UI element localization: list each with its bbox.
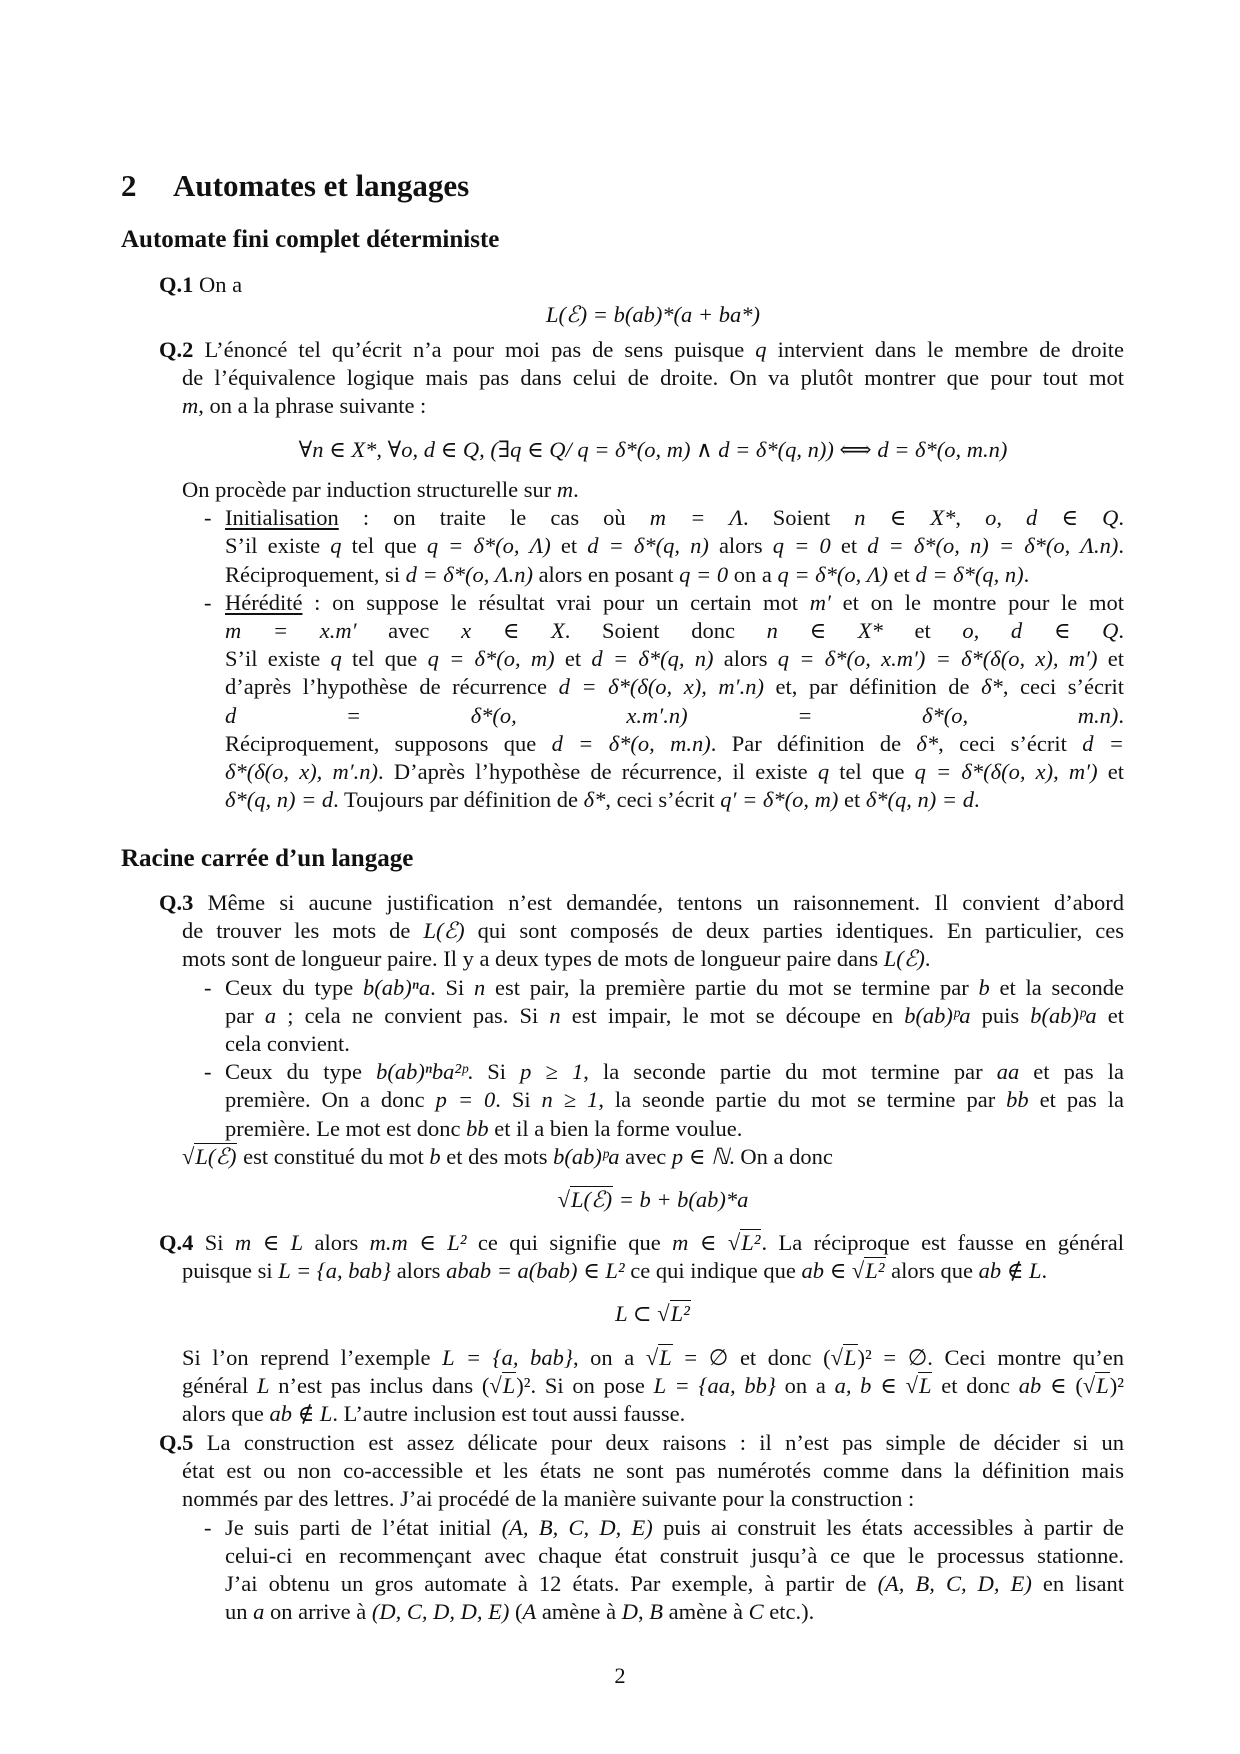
text-run: . Si (430, 974, 475, 1000)
text-run: d’après l’hypothèse de récurrence (225, 674, 559, 700)
math-expression: q = δ*(o, m) (427, 646, 555, 672)
math-expression: p ≥ 1 (520, 1059, 584, 1085)
text-run: et pas la (1028, 1087, 1125, 1113)
text-run: ce qui indique que (624, 1258, 802, 1284)
text-run: , (638, 1599, 650, 1625)
text-run: . D’après l’hypothèse de récurrence, il existe (378, 759, 818, 785)
paragraph (159, 1143, 1124, 1171)
text-run: ( (1075, 1372, 1083, 1398)
text-run: . (1118, 702, 1124, 728)
math-expression: ab ∉ L (978, 1258, 1042, 1284)
math-expression: n ≥ 1 (541, 1087, 599, 1113)
text-run: état est ou non co-accessible et les états ne sont pas numérotés comme dans la définition mais (182, 1458, 1124, 1484)
math-expression: δ*(q, n) = d (865, 787, 974, 813)
radicand: L(ℰ) (570, 1187, 613, 1213)
question-4 (159, 1229, 1124, 1428)
text-run: . Toujours par définition de (333, 787, 584, 813)
bullet-marker: - (204, 974, 212, 1000)
text-run: . Si (495, 1087, 542, 1113)
text-run: . Soient donc (564, 618, 767, 644)
question-2 (159, 336, 1124, 479)
text-run: cela convient. (225, 1031, 350, 1057)
math-expression: L = {a, bab} (442, 1344, 573, 1370)
text-run: on arrive à (264, 1599, 372, 1625)
text-run: par (225, 1002, 265, 1028)
text-run: de trouver les mots de (182, 918, 424, 944)
text-line (159, 1514, 1124, 1542)
text-run: , (955, 505, 986, 531)
text-run: et (887, 561, 916, 587)
math-expression: b(ab)ᵖa (904, 1002, 971, 1028)
math-expression: (A, B, C, D, E) (877, 1571, 1032, 1597)
text-line (159, 301, 1124, 329)
math-expression: D (621, 1599, 639, 1625)
text-run: , on a la phrase suivante : (198, 393, 427, 419)
paragraph (159, 1429, 1124, 1514)
text-run: et (830, 533, 868, 559)
text-line (159, 1300, 1124, 1328)
text-run: . Si (467, 1059, 521, 1085)
text-run: )² = ∅. Ceci montre qu’en (857, 1344, 1124, 1370)
subsection-heading-racine: Racine carrée d’un langage (121, 845, 414, 872)
math-expression: d = δ*(δ(o, x), m′.n) (558, 674, 764, 700)
underlined-term: Initialisation (225, 505, 339, 531)
math-expression: d = δ*(q, n) (915, 561, 1024, 587)
text-line (159, 730, 1124, 758)
text-run: et (1097, 759, 1124, 785)
text-line (159, 917, 1124, 945)
text-run: . (1118, 533, 1124, 559)
text-line (159, 1542, 1124, 1570)
text-line (159, 673, 1124, 701)
question-label: Q.1 (159, 272, 194, 297)
text-run: et donc (932, 1372, 1019, 1398)
text-line (159, 1257, 1124, 1285)
radicand: L (918, 1372, 932, 1398)
text-run: puis (970, 1002, 1031, 1028)
text-line (159, 702, 1124, 730)
text-run: alors que (885, 1258, 979, 1284)
text-run: celui-ci en recommençant avec chaque état construit jusqu’à ce que le processus stationne. (225, 1542, 1124, 1568)
text-run: Si l’on reprend l’exemple (182, 1344, 443, 1370)
text-line (159, 336, 1124, 364)
text-run: on a (728, 561, 778, 587)
display-equation (159, 1186, 1124, 1214)
square-root-expression (657, 1300, 691, 1326)
math-expression: b(ab)ᵖa (553, 1143, 620, 1169)
math-expression: L(ℰ) (883, 946, 925, 972)
text-run: . (1041, 1258, 1048, 1284)
text-run: alors (713, 646, 778, 672)
text-run: ; cela ne convient pas. Si (276, 1002, 550, 1028)
display-equation (159, 301, 1124, 329)
math-expression: q (330, 646, 342, 672)
text-line (159, 945, 1124, 973)
text-run: . (1118, 618, 1125, 644)
text-run: et il a bien la forme voulue. (488, 1115, 743, 1141)
math-expression: B (649, 1599, 664, 1625)
text-line (159, 271, 1124, 299)
math-expression: q (330, 533, 342, 559)
text-run: et la seconde (989, 974, 1124, 1000)
text-run: , ceci s’écrit (938, 730, 1083, 756)
text-run: , on a (572, 1344, 646, 1370)
radicand: L (1096, 1372, 1109, 1398)
math-expression: L(ℰ) = b(ab)*(a + ba*) (546, 302, 760, 328)
text-run: , la seconde partie du mot termine par (583, 1059, 997, 1085)
bullet-marker: - (204, 589, 212, 615)
text-run: et (1096, 1002, 1124, 1028)
math-expression: m (182, 393, 199, 419)
math-expression: L(ℰ) (423, 918, 465, 944)
math-expression: p ∈ ℕ (671, 1143, 730, 1169)
square-root-expression (728, 1229, 762, 1255)
math-expression: ab ∈ (801, 1258, 852, 1284)
bullet-item (159, 504, 1124, 589)
math-expression: b(ab)ⁿba²ᵖ (376, 1059, 468, 1085)
text-run: de l’équivalence logique mais pas dans celui de droite. On va plutôt montrer que pour tout mot (182, 365, 1124, 391)
question-label: Q.2 (159, 337, 194, 362)
text-run: première. On a donc (225, 1087, 436, 1113)
induction-proof (159, 476, 1124, 814)
text-run: général (182, 1372, 257, 1398)
math-expression: o, d ∈ Q (962, 618, 1119, 644)
math-expression: d = δ*(o, Λ.n) (405, 561, 533, 587)
math-expression: m′ (809, 589, 831, 615)
text-run: Ceux du type (225, 974, 364, 1000)
text-line (159, 364, 1124, 392)
text-line (159, 1143, 1124, 1171)
math-expression: ∀n ∈ X*, ∀o, d ∈ Q, (∃q ∈ Q/ q = δ*(o, m) ∧ d = δ*(q, n)) ⟺ d = δ*(o, m.n) (298, 436, 1008, 462)
math-expression: m = x.m′ (225, 618, 357, 644)
math-expression: d = δ*(o, n) = δ*(o, Λ.n) (867, 533, 1119, 559)
math-expression: b(ab)ⁿa (363, 974, 431, 1000)
text-line (159, 1598, 1124, 1626)
text-run: puis ai construit les états accessibles à partir de (652, 1514, 1124, 1540)
text-line (159, 1030, 1124, 1058)
text-run: Ceux du type (225, 1059, 377, 1085)
text-run: On a (193, 272, 243, 297)
text-line (159, 1372, 1124, 1400)
section-number: 2 (121, 168, 137, 203)
text-line (159, 1485, 1124, 1513)
text-line (159, 1002, 1124, 1030)
text-run: . On a donc (729, 1143, 833, 1169)
text-run: : on traite le cas où (338, 505, 650, 531)
text-run: tel que (829, 759, 915, 785)
math-expression: p = 0 (435, 1087, 496, 1113)
text-run: Je suis parti de l’état initial (225, 1514, 502, 1540)
math-expression: C (748, 1599, 764, 1625)
paragraph (159, 1229, 1124, 1285)
math-expression: d = δ*(o, m.n) (551, 730, 711, 756)
math-expression: b(ab)ᵖa (1030, 1002, 1097, 1028)
text-line (159, 1400, 1124, 1428)
math-expression: m = Λ (649, 505, 743, 531)
math-expression: a (253, 1599, 265, 1625)
math-expression: δ* (583, 787, 606, 813)
math-expression: abab = a(bab) ∈ L² (446, 1258, 625, 1284)
question-label: Q.3 (159, 890, 194, 915)
text-run: amène à (536, 1599, 622, 1625)
math-expression: bb (1006, 1087, 1029, 1113)
question-label: Q.4 (159, 1230, 194, 1255)
paragraph (159, 476, 1124, 504)
math-expression: ab ∉ L (269, 1401, 333, 1427)
text-run: , la seonde partie du mot se termine par (598, 1087, 1007, 1113)
math-expression: A (522, 1599, 537, 1625)
math-expression: m (556, 477, 574, 502)
math-expression: q′ = δ*(o, m) (720, 787, 839, 813)
text-run: . Soient (742, 505, 855, 531)
text-run: , ceci s’écrit (1002, 674, 1124, 700)
text-run: Réciproquement, supposons que (225, 730, 552, 756)
radicand: L (844, 1344, 857, 1370)
text-run: , ceci s’écrit (605, 787, 721, 813)
text-run: alors que (182, 1401, 270, 1427)
section-title: Automates et langages (173, 168, 470, 203)
text-line (159, 589, 1124, 617)
math-expression: n ∈ X* (854, 505, 956, 531)
text-run: )². Si on pose (516, 1372, 654, 1398)
math-expression: q = δ*(o, Λ) (777, 561, 888, 587)
text-run: avec (619, 1143, 672, 1169)
paragraph (159, 336, 1124, 421)
text-line (159, 561, 1124, 589)
text-line (159, 1058, 1124, 1086)
square-root-expression (646, 1344, 673, 1370)
math-expression: o, d ∈ Q (985, 505, 1119, 531)
math-expression: aa (996, 1059, 1020, 1085)
math-expression: a (264, 1002, 277, 1028)
text-run: est constitué du mot (237, 1143, 430, 1169)
bullet-marker: - (204, 1059, 212, 1085)
text-line (159, 532, 1124, 560)
math-expression: δ* (916, 730, 939, 756)
math-expression: n (549, 1002, 561, 1028)
math-expression: b (978, 974, 990, 1000)
text-run: est impair, le mot se découpe en (560, 1002, 905, 1028)
text-line (159, 1229, 1124, 1257)
text-run: )² (1109, 1372, 1124, 1398)
math-expression: (D, C, D, D, E) (371, 1599, 510, 1625)
text-line (159, 786, 1124, 814)
text-line (159, 974, 1124, 1002)
math-expression: q = δ*(o, x.m′) = δ*(δ(o, x), m′) (777, 646, 1098, 672)
text-run: ( (509, 1599, 523, 1625)
math-expression: n ∈ X* (766, 618, 883, 644)
question-1 (159, 271, 1124, 329)
text-run: un (225, 1599, 254, 1625)
text-run: alors (708, 533, 773, 559)
bullet-marker: - (204, 505, 212, 531)
text-run: tel que (341, 646, 428, 672)
math-expression: m ∈ L (234, 1230, 304, 1255)
text-line (159, 1429, 1124, 1457)
text-line (159, 617, 1124, 645)
bullet-marker: - (204, 1514, 212, 1540)
text-run: . (924, 946, 931, 972)
radicand: L² (865, 1258, 885, 1284)
text-run: amène à (663, 1599, 749, 1625)
text-run: . (573, 477, 579, 502)
paragraph (159, 889, 1124, 974)
text-run: qui sont composés de deux parties identiques. En particulier, ces (464, 918, 1125, 944)
text-run: Réciproquement, si (225, 561, 406, 587)
bullet-item (159, 1058, 1124, 1143)
text-run: tel que (341, 533, 427, 559)
text-run: en lisant (1031, 1571, 1124, 1597)
math-expression: ab ∈ (1018, 1372, 1076, 1398)
text-run: . L’autre inclusion est tout aussi fausse. (332, 1401, 686, 1427)
math-expression: bb (466, 1115, 489, 1141)
text-run: est pair, la première partie du mot se termine par (485, 974, 979, 1000)
text-run: . (973, 787, 980, 813)
text-run: puisque si (182, 1258, 279, 1284)
text-line (159, 476, 1124, 504)
text-run: et, par définition de (763, 674, 982, 700)
square-root-expression (182, 1143, 237, 1169)
text-run: : on suppose le résultat vrai pour un certain mot (302, 589, 810, 615)
bullet-item (159, 1514, 1124, 1627)
math-expression: q = 0 (772, 533, 831, 559)
section-heading (121, 168, 469, 204)
text-run: . (1023, 561, 1030, 587)
math-expression: a, b ∈ (834, 1372, 906, 1398)
text-run: et (1097, 646, 1124, 672)
math-expression: L = {a, bab} (278, 1258, 392, 1284)
page-number: 2 (614, 1663, 626, 1688)
text-run: alors en posant (532, 561, 680, 587)
text-run: . (1118, 505, 1125, 531)
text-run: . La réciproque est fausse en général (761, 1230, 1125, 1255)
text-run: Si (193, 1230, 235, 1255)
text-line (159, 392, 1124, 420)
text-line (159, 1186, 1124, 1214)
math-expression: δ*(δ(o, x), m′.n) (225, 759, 379, 785)
square-root-expression (489, 1372, 516, 1398)
radicand: L² (670, 1301, 690, 1327)
text-run: L’énoncé tel qu’écrit n’a pour moi pas de sens puisque (193, 337, 756, 362)
math-expression: L ⊂ (615, 1301, 658, 1327)
math-expression: q = δ*(o, Λ) (426, 533, 551, 559)
math-expression: L = {aa, bb} (653, 1372, 776, 1398)
text-run: alors (391, 1258, 447, 1284)
question-5 (159, 1429, 1124, 1626)
text-run: nommés par des lettres. J’ai procédé de la manière suivante pour la construction : (182, 1486, 915, 1512)
display-equation (159, 436, 1124, 464)
text-line (159, 1115, 1124, 1143)
text-run: n’est pas inclus dans ( (269, 1372, 490, 1398)
text-run: et (550, 533, 588, 559)
square-root-expression (852, 1257, 886, 1283)
math-expression: = b + b(ab)*a (613, 1187, 749, 1213)
text-run: = ∅ et donc ( (672, 1344, 831, 1370)
text-run: et (882, 618, 963, 644)
text-run: On procède par induction structurelle sur (182, 477, 557, 502)
math-expression: d = (1082, 730, 1124, 756)
math-expression: q (755, 337, 767, 362)
math-expression: m ∈ (672, 1230, 728, 1255)
display-equation (159, 1300, 1124, 1328)
text-line (159, 645, 1124, 673)
text-run: . Par définition de (710, 730, 917, 756)
text-run: mots sont de longueur paire. Il y a deux types de mots de longueur paire dans (182, 946, 884, 972)
square-root-expression (906, 1372, 933, 1398)
math-expression: q = δ*(δ(o, x), m′) (914, 759, 1098, 785)
math-expression: δ*(q, n) = d (225, 787, 334, 813)
math-expression: δ* (981, 674, 1003, 700)
radicand: L (659, 1344, 672, 1370)
math-expression: n (474, 974, 486, 1000)
text-line (159, 889, 1124, 917)
text-run: et des mots (440, 1143, 554, 1169)
text-run: avec (356, 618, 462, 644)
text-run: et (838, 787, 866, 813)
text-line (159, 436, 1124, 464)
text-run: etc.). (763, 1599, 815, 1625)
text-line (159, 1344, 1124, 1372)
text-run: S’il existe (225, 533, 331, 559)
subsection-heading-automate: Automate fini complet déterministe (121, 226, 500, 253)
text-run: ce qui signifie que (466, 1230, 673, 1255)
text-line (159, 504, 1124, 532)
text-run: et pas la (1019, 1059, 1125, 1085)
math-expression: d = δ*(q, n) (591, 646, 714, 672)
math-expression: (A, B, C, D, E) (501, 1514, 653, 1540)
math-expression: x ∈ X (461, 618, 565, 644)
text-run: première. Le mot est donc (225, 1115, 467, 1141)
math-expression: q = 0 (679, 561, 729, 587)
text-line (159, 1570, 1124, 1598)
math-expression: d = δ*(o, x.m′.n) = δ*(o, m.n) (225, 702, 1119, 728)
math-expression: q (817, 759, 830, 785)
math-expression: b (429, 1143, 441, 1169)
text-run: La construction est assez délicate pour deux raisons : il n’est pas simple de décider si un (193, 1430, 1124, 1455)
question-label: Q.5 (159, 1430, 194, 1455)
text-line (159, 1457, 1124, 1485)
text-run: alors (303, 1230, 370, 1255)
math-expression: L (256, 1372, 270, 1398)
square-root-expression (1083, 1372, 1110, 1398)
paragraph (159, 1344, 1124, 1429)
text-run: et on le montre pour le mot (830, 589, 1124, 615)
text-line (159, 758, 1124, 786)
math-expression: d = δ*(q, n) (587, 533, 709, 559)
radicand: L² (741, 1230, 761, 1255)
radicand: L(ℰ) (195, 1143, 237, 1169)
text-run: intervient dans le membre de droite (766, 337, 1124, 362)
underlined-term: Hérédité (225, 589, 303, 615)
paragraph (159, 271, 1124, 299)
text-run: on a (775, 1372, 835, 1398)
radicand: L (502, 1372, 516, 1398)
text-run: S’il existe (225, 646, 331, 672)
question-3 (159, 889, 1124, 1229)
text-run: Même si aucune justification n’est demandée, tentons un raisonnement. Il convient d’abord (193, 890, 1124, 915)
math-expression: m.m ∈ L² (369, 1230, 467, 1255)
square-root-expression (831, 1344, 858, 1370)
text-run: J’ai obtenu un gros automate à 12 états. Par exemple, à partir de (225, 1571, 878, 1597)
bullet-item (159, 974, 1124, 1059)
text-run: et (554, 646, 592, 672)
bullet-item (159, 589, 1124, 815)
square-root-expression (558, 1186, 613, 1212)
text-line (159, 1086, 1124, 1114)
